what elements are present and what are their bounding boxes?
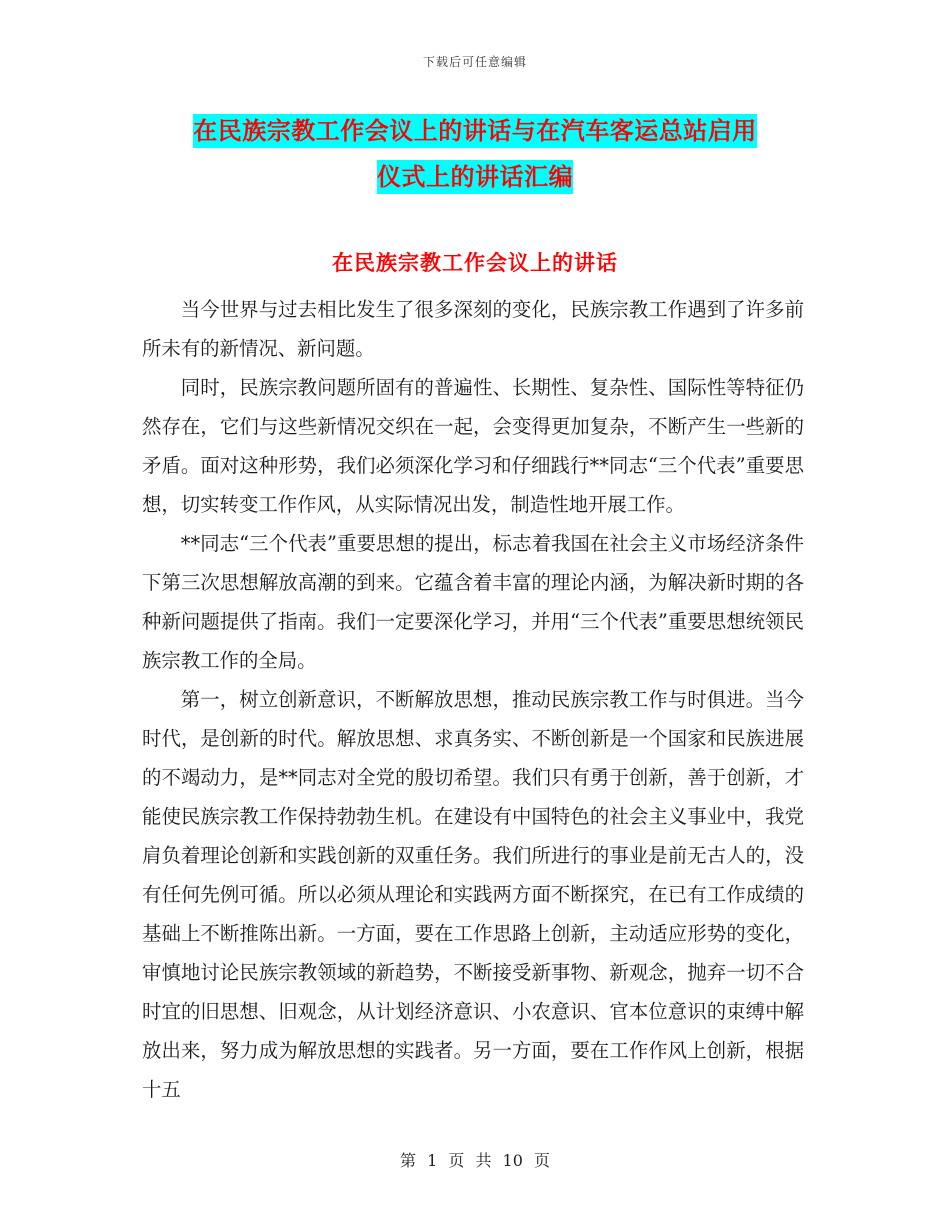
- main-title-line-2: 仪式上的讲话汇编: [377, 160, 573, 194]
- main-title-line-1: 在民族宗教工作会议上的讲话与在汽车客运总站启用: [193, 114, 757, 148]
- page-header-note: 下载后可任意编辑: [422, 55, 527, 69]
- paragraph: 当今世界与过去相比发生了很多深刻的变化，民族宗教工作遇到了许多前所未有的新情况、新问题。: [142, 298, 804, 360]
- page-footer-number: 第 1 页 共 10 页: [400, 1151, 550, 1170]
- paragraph: 第一，树立创新意识，不断解放思想，推动民族宗教工作与时俱进。当今时代，是创新的时代。解放思想、求真务实、不断创新是一个国家和民族进展的不竭动力，是**同志对全党的殷切希望。我们只有勇于创新，善于创新，才能使民族宗教工作保持勃勃生机。在建设有中国特色的社会主义事业中，我党肩负着理论创新和实践创新的双重任务。我们所进行的事业是前无古人的，没有任何先例可循。所以必须从理论和实践两方面不断探究，在已有工作成绩的基础上不断推陈出新。一方面，要在工作思路上创新，主动适应形势的变化，审慎地讨论民族宗教领域的新趋势，不断接受新事物、新观念，抛弃一切不合时宜的旧思想、旧观念，从计划经济意识、小农意识、官本位意识的束缚中解放出来，努力成为解放思想的实践者。另一方面，要在工作作风上创新，根据十五: [142, 688, 804, 1101]
- document-body: [142, 290, 804, 1109]
- paragraph: **同志“三个代表”重要思想的提出，标志着我国在社会主义市场经济条件下第三次思想解放高潮的到来。它蕴含着丰富的理论内涵，为解决新时期的各种新问题提供了指南。我们一定要深化学习，并用“三个代表”重要思想统领民族宗教工作的全局。: [142, 532, 804, 672]
- section-title: 在民族宗教工作会议上的讲话: [332, 251, 618, 275]
- paragraph: 同时，民族宗教问题所固有的普遍性、长期性、复杂性、国际性等特征仍然存在，它们与这些新情况交织在一起，会变得更加复杂，不断产生一些新的矛盾。面对这种形势，我们必须深化学习和仔细践行**同志“三个代表”重要思想，切实转变工作作风，从实际情况出发，制造性地开展工作。: [142, 376, 804, 516]
- document-main-title: [140, 108, 810, 200]
